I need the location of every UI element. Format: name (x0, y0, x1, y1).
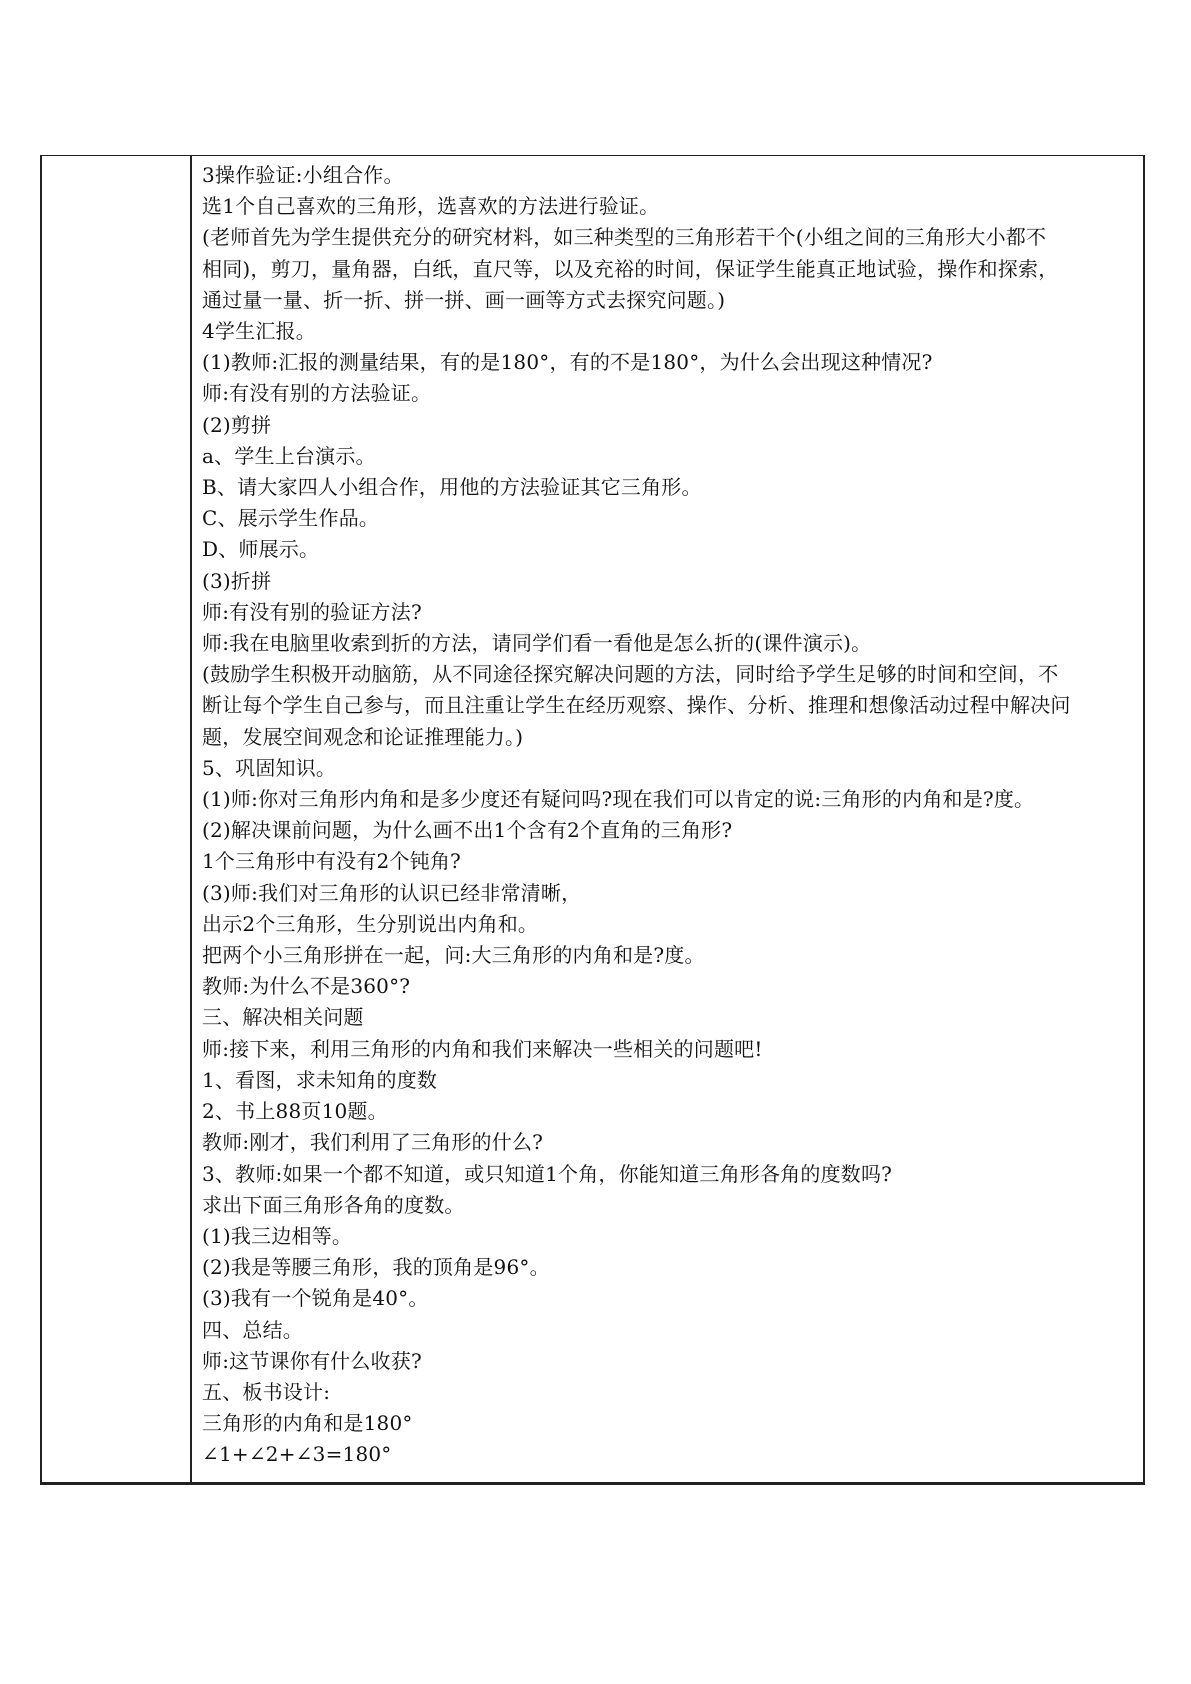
lesson-content (202, 160, 1140, 1471)
text-line: (鼓励学生积极开动脑筋，从不同途径探究解决问题的方法，同时给予学生足够的时间和空间，不 (202, 662, 1059, 687)
text-line: 出示2个三角形，生分别说出内角和。 (202, 911, 539, 936)
text-line: 选1个自己喜欢的三角形，选喜欢的方法进行验证。 (202, 194, 660, 219)
text-line: (3)我有一个锐角是40°。 (202, 1286, 429, 1311)
text-line: 师:有没有别的方法验证。 (202, 381, 432, 406)
text-line: (3)师:我们对三角形的认识已经非常清晰， (202, 880, 582, 905)
text-line: 五、板书设计: (202, 1379, 331, 1404)
text-line: (3)折拼 (202, 568, 272, 593)
text-line: 求出下面三角形各角的度数。 (202, 1192, 465, 1217)
text-line: C、展示学生作品。 (202, 506, 380, 531)
text-line: 教师:刚才，我们利用了三角形的什么? (202, 1130, 544, 1155)
text-line: 1个三角形中有没有2个钝角? (202, 849, 461, 874)
text-line: 题，发展空间观念和论证推理能力。) (202, 724, 524, 749)
text-line: 3、教师:如果一个都不知道，或只知道1个角，你能知道三角形各角的度数吗? (202, 1161, 893, 1186)
text-line: (1)师:你对三角形内角和是多少度还有疑问吗?现在我们可以肯定的说:三角形的内角和是?度。 (202, 787, 1035, 812)
text-line: 1、看图，求未知角的度数 (202, 1067, 438, 1092)
text-line: (2)解决课前问题，为什么画不出1个含有2个直角的三角形? (202, 818, 733, 843)
text-line: 3操作验证:小组合作。 (202, 163, 404, 187)
text-line: (2)我是等腰三角形，我的顶角是96°。 (202, 1255, 550, 1280)
text-line: 师:这节课你有什么收获? (202, 1348, 422, 1373)
text-line: 把两个小三角形拼在一起，问:大三角形的内角和是?度。 (202, 943, 705, 968)
text-line: 师:有没有别的验证方法? (202, 599, 422, 624)
text-line: 4学生汇报。 (202, 319, 316, 344)
text-line: 通过量一量、折一折、拼一拼、画一画等方式去探究问题。) (202, 287, 726, 312)
text-line: 师:接下来，利用三角形的内角和我们来解决一些相关的问题吧! (202, 1036, 763, 1061)
lesson-table (40, 155, 1145, 1485)
text-line: 2、书上88页10题。 (202, 1099, 388, 1124)
text-line: 师:我在电脑里收索到折的方法，请同学们看一看他是怎么折的(课件演示)。 (202, 631, 872, 656)
text-line: (2)剪拼 (202, 412, 272, 437)
text-line: B、请大家四人小组合作，用他的方法验证其它三角形。 (202, 475, 702, 500)
text-line: ∠1+∠2+∠3=180° (202, 1442, 392, 1467)
text-line: (1)我三边相等。 (202, 1223, 353, 1248)
text-line: 断让每个学生自己参与，而且注重让学生在经历观察、操作、分析、推理和想像活动过程中解决问 (202, 693, 1071, 718)
text-line: 四、总结。 (202, 1317, 303, 1342)
table-left-column (42, 156, 192, 1482)
text-line: (1)教师:汇报的测量结果，有的是180°，有的不是180°，为什么会出现这种情况? (202, 350, 933, 375)
text-line: 教师:为什么不是360°? (202, 974, 411, 999)
text-line: D、师展示。 (202, 537, 320, 562)
text-line: (老师首先为学生提供充分的研究材料，如三种类型的三角形若干个(小组之间的三角形大小都不 (202, 225, 1047, 250)
text-line: 三角形的内角和是180° (202, 1411, 413, 1436)
text-line: 5、巩固知识。 (202, 755, 337, 780)
text-line: a、学生上台演示。 (202, 443, 376, 468)
text-line: 相同)，剪刀，量角器，白纸，直尺等，以及充裕的时间，保证学生能真正地试验，操作和探索， (202, 256, 1059, 281)
text-line: 三、解决相关问题 (202, 1005, 364, 1030)
